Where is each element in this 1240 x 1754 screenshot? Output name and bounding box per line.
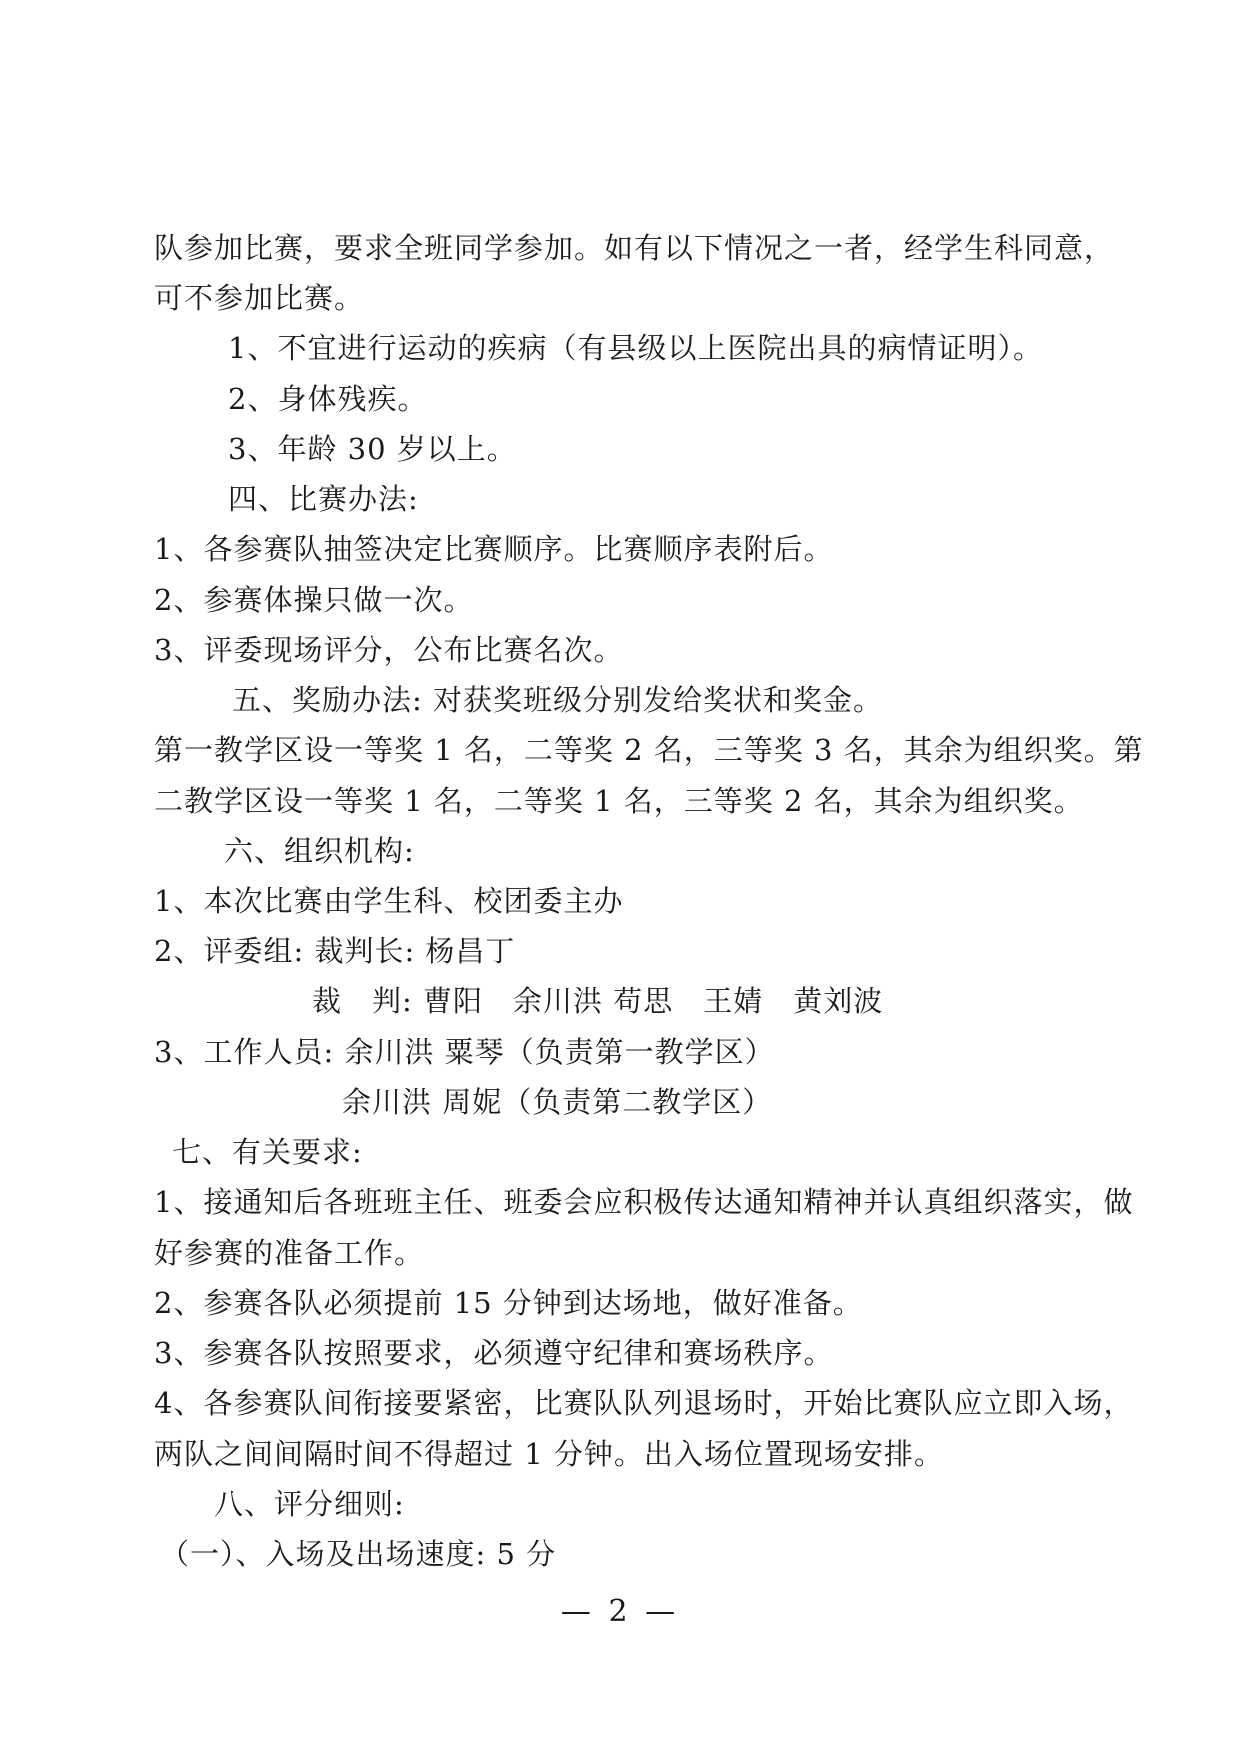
section-heading: 六、组织机构: [224, 834, 415, 868]
staff-line: 余川洪 周妮（负责第二教学区） [342, 1085, 773, 1119]
list-item: 3、参赛各队按照要求，必须遵守纪律和赛场秩序。 [154, 1336, 834, 1370]
page-number: — 2 — [560, 1594, 680, 1629]
list-item: 1、不宜进行运动的疾病（有县级以上医院出具的病情证明）。 [228, 331, 1043, 365]
paragraph-line: 第一教学区设一等奖 1 名，二等奖 2 名，三等奖 3 名，其余为组织奖。第 [154, 733, 1144, 767]
list-item: 1、本次比赛由学生科、校团委主办 [154, 884, 624, 918]
section-heading: 四、比赛办法: [228, 482, 419, 516]
judges-line: 裁 判: 曹阳 余川洪 苟思 王婧 黄刘波 [312, 984, 884, 1018]
paragraph-line: 二教学区设一等奖 1 名，二等奖 1 名，三等奖 2 名，其余为组织奖。 [154, 784, 1084, 818]
list-item: 1、接通知后各班班主任、班委会应积极传达通知精神并认真组织落实，做 [154, 1185, 1134, 1219]
paragraph-line: 好参赛的准备工作。 [154, 1236, 425, 1270]
list-item: 3、评委现场评分，公布比赛名次。 [154, 633, 624, 667]
list-item: 2、身体残疾。 [228, 382, 428, 416]
list-item: 3、年龄 30 岁以上。 [228, 432, 517, 466]
paragraph-line: 可不参加比赛。 [154, 281, 365, 315]
list-item: 2、评委组: 裁判长: 杨昌丁 [154, 934, 516, 968]
section-heading: 五、奖励办法: 对获奖班级分别发给奖状和奖金。 [232, 683, 883, 717]
paragraph-line: 两队之间间隔时间不得超过 1 分钟。出入场位置现场安排。 [154, 1437, 944, 1471]
list-item: 2、参赛各队必须提前 15 分钟到达场地，做好准备。 [154, 1286, 863, 1320]
section-heading: 七、有关要求: [172, 1135, 363, 1169]
list-item: 3、工作人员: 余川洪 粟琴（负责第一教学区） [154, 1035, 775, 1069]
list-item: （一）、入场及出场速度: 5 分 [160, 1537, 557, 1571]
list-item: 1、各参赛队抽签决定比赛顺序。比赛顺序表附后。 [154, 532, 834, 566]
paragraph-line: 队参加比赛，要求全班同学参加。如有以下情况之一者，经学生科同意， [154, 231, 1115, 265]
section-heading: 八、评分细则: [214, 1487, 405, 1521]
list-item: 2、参赛体操只做一次。 [154, 583, 474, 617]
list-item: 4、各参赛队间衔接要紧密，比赛队队列退场时，开始比赛队应立即入场， [154, 1386, 1134, 1420]
